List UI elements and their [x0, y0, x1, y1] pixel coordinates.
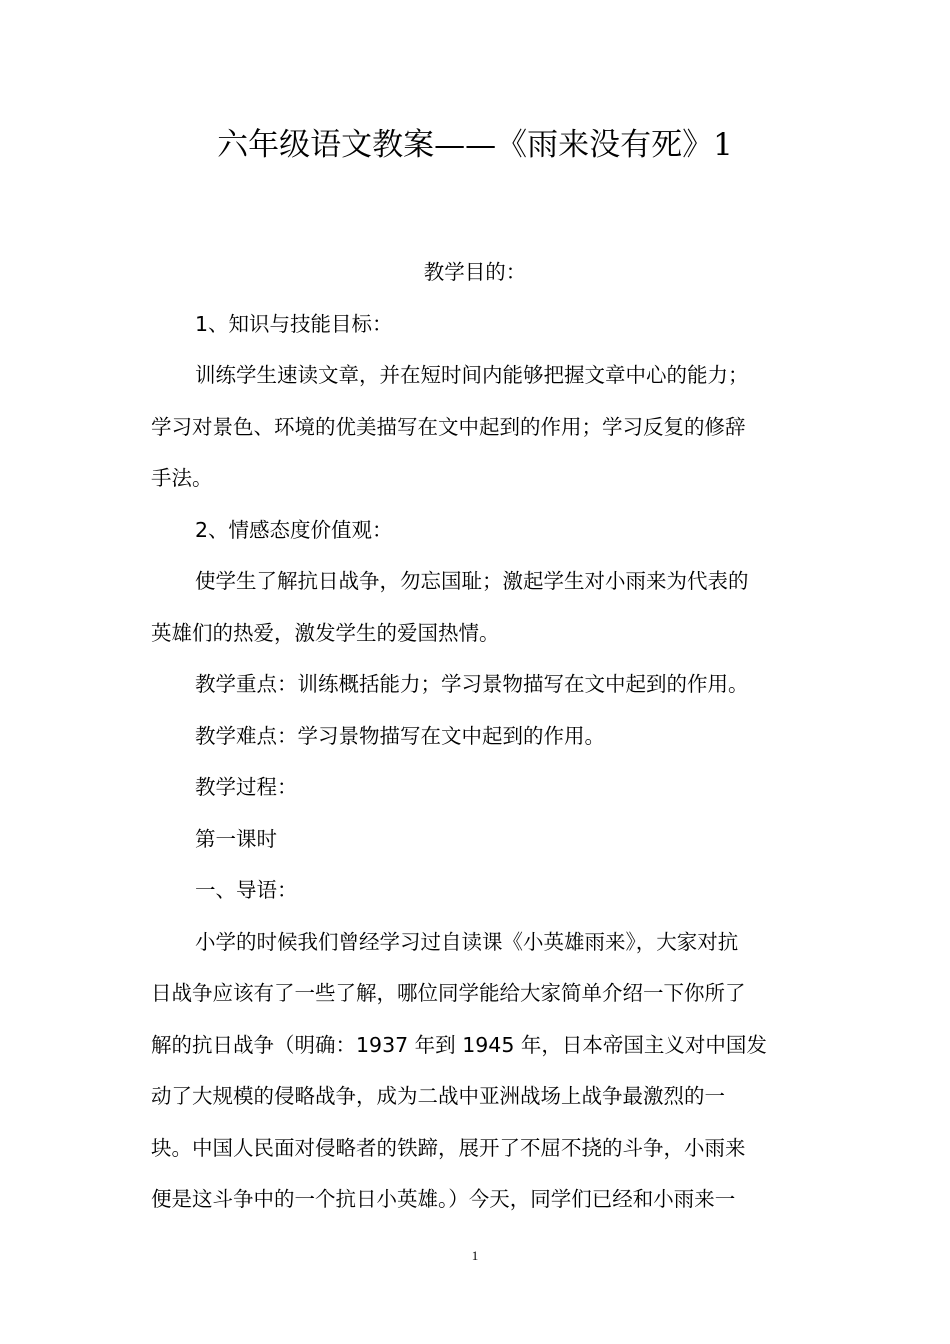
- body-line: 英雄们的热爱，激发学生的爱国热情。: [151, 620, 500, 645]
- body-line: 2、情感态度价值观：: [195, 517, 393, 542]
- body-line: 日战争应该有了一些了解，哪位同学能给大家简单介绍一下你所了: [151, 981, 746, 1005]
- body-line: 教学重点：训练概括能力；学习景物描写在文中起到的作用。: [195, 672, 749, 696]
- body-line: 教学过程：: [195, 775, 298, 799]
- body-line: 教学难点：学习景物描写在文中起到的作用。: [195, 723, 605, 748]
- body-line: 块。中国人民面对侵略者的铁蹄，展开了不屈不挠的斗争，小雨来: [151, 1135, 746, 1160]
- body-line: 解的抗日战争（明确：1937 年到 1945 年，日本帝国主义对中国发: [151, 1032, 767, 1057]
- body-line: 1、知识与技能目标：: [195, 311, 393, 336]
- page-number: 1: [471, 1248, 479, 1263]
- document-title: 六年级语文教案——《雨来没有死》1: [217, 127, 733, 163]
- body-line: 学习对景色、环境的优美描写在文中起到的作用；学习反复的修辞: [151, 414, 746, 439]
- body-line: 训练学生速读文章，并在短时间内能够把握文章中心的能力；: [195, 363, 749, 387]
- body-line: 手法。: [151, 466, 213, 490]
- document-body: [151, 247, 799, 1226]
- body-line: 动了大规模的侵略战争，成为二战中亚洲战场上战争最激烈的一: [151, 1084, 725, 1108]
- body-line: 教学目的：: [423, 260, 527, 284]
- body-line: 一、导语：: [195, 878, 298, 902]
- body-line: 小学的时候我们曾经学习过自读课《小英雄雨来》，大家对抗: [195, 929, 739, 954]
- body-line: 第一课时: [195, 826, 277, 851]
- body-line: 便是这斗争中的一个抗日小英雄。）今天，同学们已经和小雨来一: [151, 1187, 736, 1211]
- body-line: 使学生了解抗日战争，勿忘国耻；激起学生对小雨来为代表的: [195, 569, 749, 593]
